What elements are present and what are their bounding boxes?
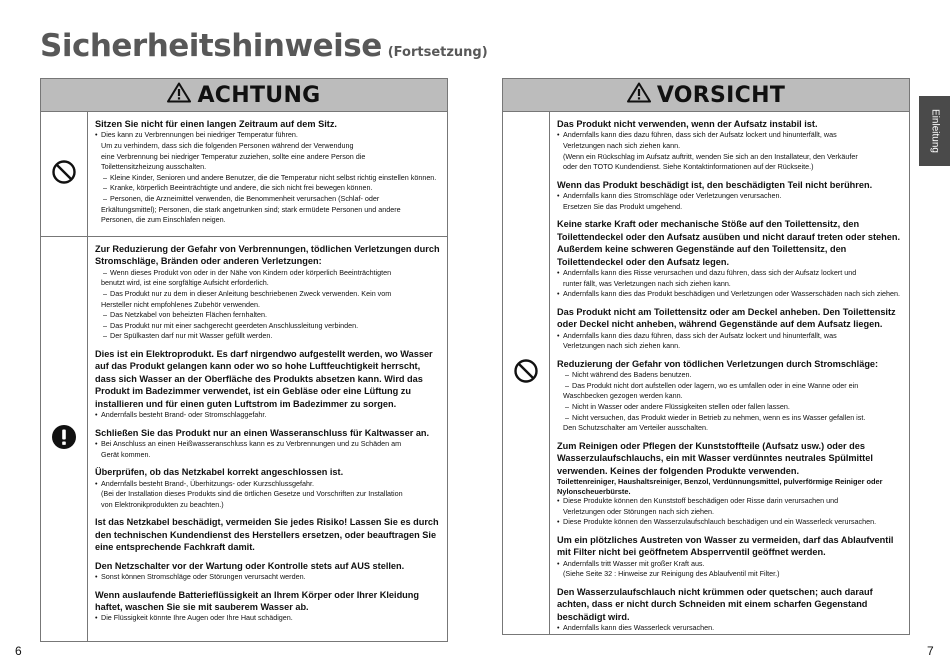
text-line: Verletzungen nach sich ziehen kann. — [563, 141, 681, 150]
page-title: Sicherheitshinweise — [40, 28, 382, 64]
page-subtitle: (Fortsetzung) — [387, 45, 488, 60]
row-content — [88, 112, 447, 236]
bullet-line: • Bei Anschluss an einen Heißwasseranschluss kann es zu Verbrennungen und zu Schäden am — [95, 439, 441, 450]
text-line: Gerät kommen. — [101, 449, 151, 459]
warning-block — [557, 586, 903, 634]
bullet-line: • Andernfalls besteht Brand-, Überhitzungs- oder Kurzschlussgefahr. — [95, 479, 441, 490]
prohibition-icon — [51, 159, 77, 190]
text-line: Erkältungsmittel); Personen, die stark angetrunken sind; stark ermüdete Personen und andere — [101, 204, 401, 214]
dash-line: – Das Produkt nur zu dem in dieser Anleitung beschriebenen Zweck verwenden. Kein vom — [95, 289, 441, 300]
page-number-left: 6 — [15, 644, 22, 658]
text-line: benutzt wird, ist eine sorgfältige Aufsicht erforderlich. — [101, 278, 269, 288]
bullet-line: • Dies kann zu Verbrennungen bei niedriger Temperatur führen. — [95, 130, 441, 141]
warning-block — [557, 358, 903, 434]
warning-heading: Das Produkt nicht am Toilettensitz oder am Deckel anheben. Den Toilettensitz oder Deckel nicht anheben, während Gegenstände auf dem Aufsatz liegen. — [557, 306, 896, 330]
warning-block — [557, 179, 903, 213]
prohibition-icon — [513, 358, 539, 389]
warning-subheading: Toilettenreiniger, Haushaltsreiniger, Benzol, Verdünnungsmittel, pulverförmige Reiniger oder Nylonscheuerbürste. — [557, 476, 883, 496]
vorsicht-title: VORSICHT — [656, 82, 786, 108]
page-title-block — [40, 28, 488, 64]
warning-block — [557, 218, 903, 299]
warning-heading: Keine starke Kraft oder mechanische Stöße auf den Toilettensitz, den Toilettendeckel oder den Aufsatz ausüben und nicht darauf treten oder stehen. Außerdem keine schweren Gegenstände auf den Toilettensitz, den Toilettendeckel oder den Aufsatz legen. — [557, 219, 901, 267]
warning-heading: Das Produkt nicht verwenden, wenn der Aufsatz instabil ist. — [557, 119, 818, 129]
vorsicht-rows — [503, 112, 909, 634]
warning-heading: Zum Reinigen oder Pflegen der Kunststoffteile (Aufsatz usw.) oder des Wasserzulaufschlauchs, ein mit Wasser verdünntes neutrales Spülmittel verwenden. Keines der folgenden Produkte verwenden. — [557, 440, 873, 476]
warning-block — [95, 427, 441, 461]
row-icon-cell — [503, 112, 550, 634]
achtung-header — [41, 79, 447, 112]
text-line: oder den TOTO Kundendienst. Siehe Kontaktinformationen auf der Rückseite.) — [563, 162, 814, 172]
dash-line: – Nicht in Wasser oder andere Flüssigkeiten stellen oder fallen lassen. — [557, 402, 903, 413]
text-line: Den Schutzschalter am Verteiler ausschalten. — [563, 423, 709, 433]
vorsicht-panel — [502, 78, 910, 635]
bullet-line: • Andernfalls kann dies dazu führen, dass sich der Aufsatz lockert und hinunterfällt, was — [557, 130, 903, 141]
warning-triangle-icon — [167, 82, 191, 108]
text-line: Hersteller nicht empfohlenes Zubehör verwenden. — [101, 299, 261, 309]
text-line: von Elektronikprodukten zu beachten.) — [101, 499, 224, 509]
warning-triangle-icon — [627, 82, 651, 108]
row-icon-cell — [41, 237, 88, 641]
warning-heading: Wenn auslaufende Batterieflüssigkeit an Ihrem Körper oder Ihrer Kleidung haftet, waschen Sie sie mit sauberem Wasser ab. — [95, 589, 420, 612]
warning-row — [41, 237, 447, 641]
text-line: Waschbecken gezogen werden kann. — [563, 391, 683, 401]
bullet-line: • Andernfalls kann dies das Produkt beschädigen und Verletzungen oder Wasserschäden nach sich ziehen. — [557, 289, 903, 300]
achtung-rows — [41, 112, 447, 641]
text-line: Um zu verhindern, dass sich die folgenden Personen während der Verwendung — [101, 141, 354, 150]
text-line: Verletzungen nach sich ziehen kann. — [563, 341, 681, 351]
warning-heading: Ist das Netzkabel beschädigt, vermeiden Sie jedes Risiko! Lassen Sie es durch den technischen Kundendienst des Herstellers ersetzen, oder beauftragen Sie eine entsprechende Fachkraft damit. — [95, 517, 439, 553]
bullet-line: • Diese Produkte können den Kunststoff beschädigen oder Risse darin verursachen und — [557, 496, 903, 507]
bullet-line: • Andernfalls kann dies Risse verursachen und dazu führen, dass sich der Aufsatz lockert und — [557, 268, 903, 279]
text-line: Toilettensitzheizung ausschalten. — [101, 162, 207, 172]
text-line: eine Verbrennung bei niedriger Temperatur zuziehen, sollte eine andere Person die — [101, 151, 366, 161]
text-line: (Wenn ein Rückschlag im Aufsatz auftritt, wenden Sie sich an den Installateur, den Verkäufer — [563, 151, 858, 161]
text-line: Personen, die zum Einschlafen neigen. — [101, 215, 226, 225]
dash-line: – Kleine Kinder, Senioren und andere Benutzer, die die Temperatur nicht selbst richtig einstellen können. — [95, 173, 441, 184]
text-line: (Siehe Seite 32 : Hinweise zur Reinigung des Ablaufventil mit Filter.) — [563, 569, 780, 579]
warning-heading: Dies ist ein Elektroprodukt. Es darf nirgendwo aufgestellt werden, wo Wasser auf das Produkt gelangen kann oder wo so hohe Luftfeuchtigkeit herrscht, dass sich Wasser an der Oberfläche des Produkts absetzen kann. Wird das Produkt im Badezimmer verwendet, ist ein Gebläse oder eine Lüftung zu installieren und für einen guten Luftstrom im Badezimmer zu sorgen. — [95, 348, 433, 409]
row-content — [88, 237, 447, 641]
warning-block — [95, 516, 441, 553]
section-tab-label: Einleitung — [929, 109, 940, 153]
warning-heading: Um ein plötzliches Austreten von Wasser zu vermeiden, darf das Ablaufventil mit Filter nicht bei geöffnetem Absperrventil geöffnet werden. — [557, 534, 894, 558]
warning-block — [95, 243, 441, 342]
text-line: runter fällt, was Verletzungen nach sich ziehen kann. — [563, 278, 731, 288]
row-icon-cell — [41, 112, 88, 236]
warning-block — [95, 118, 441, 226]
warning-block — [95, 560, 441, 583]
warning-block — [557, 118, 903, 173]
warning-block — [95, 466, 441, 510]
warning-heading: Schließen Sie das Produkt nur an einen Wasseranschluss für Kaltwasser an. — [95, 427, 430, 438]
warning-block — [95, 589, 441, 624]
vorsicht-header — [503, 79, 909, 112]
warning-heading: Überprüfen, ob das Netzkabel korrekt angeschlossen ist. — [95, 467, 344, 478]
bullet-line: • Andernfalls kann dies dazu führen, dass sich der Aufsatz lockert und hinunterfällt, was — [557, 331, 903, 342]
bullet-line: • Andernfalls besteht Brand- oder Stromschlaggefahr. — [95, 410, 441, 421]
warning-block — [557, 306, 903, 352]
bullet-line: • Andernfalls tritt Wasser mit großer Kraft aus. — [557, 559, 903, 570]
warning-heading: Reduzierung der Gefahr von tödlichen Verletzungen durch Stromschläge: — [557, 358, 879, 369]
warning-heading: Den Wasserzulaufschlauch nicht krümmen oder quetschen; auch darauf achten, dass er nicht durch Schneiden mit einem scharfen Gegenstand beschädigt wird. — [557, 586, 873, 622]
dash-line: – Kranke, körperlich Beeinträchtigte und andere, die sich nicht frei bewegen können. — [95, 183, 441, 194]
bullet-line: • Andernfalls kann dies Wasserleck verursachen. — [557, 623, 903, 634]
bullet-line: • Sonst können Stromschläge oder Störungen verursacht werden. — [95, 572, 441, 583]
exclamation-icon — [51, 424, 77, 455]
achtung-panel — [40, 78, 448, 642]
warning-block — [557, 534, 903, 580]
warning-heading: Zur Reduzierung der Gefahr von Verbrennungen, tödlichen Verletzungen durch Stromschläge, Bränden oder anderen Verletzungen: — [95, 244, 440, 267]
text-line: Ersetzen Sie das Produkt umgehend. — [563, 201, 683, 211]
warning-block — [95, 348, 441, 421]
row-content — [550, 112, 909, 634]
dash-line: – Das Produkt nicht dort aufstellen oder lagern, wo es umfallen oder in eine Wanne oder ein — [557, 381, 903, 392]
achtung-title: ACHTUNG — [197, 82, 321, 108]
section-tab[interactable] — [919, 96, 950, 166]
dash-line: – Das Netzkabel von beheizten Flächen fernhalten. — [95, 310, 441, 321]
dash-line: – Das Produkt nur mit einer sachgerecht geerdeten Anschlussleitung verbinden. — [95, 321, 441, 332]
dash-line: – Wenn dieses Produkt von oder in der Nähe von Kindern oder körperlich Beeinträchtigten — [95, 268, 441, 279]
text-line: Verletzungen oder Störungen nach sich ziehen. — [563, 506, 715, 516]
warning-heading: Wenn das Produkt beschädigt ist, den beschädigten Teil nicht berühren. — [557, 179, 873, 190]
dash-line: – Nicht während des Badens benutzen. — [557, 370, 903, 381]
bullet-line: • Andernfalls kann dies Stromschläge oder Verletzungen verursachen. — [557, 191, 903, 202]
warning-heading: Sitzen Sie nicht für einen langen Zeitraum auf dem Sitz. — [95, 119, 337, 129]
text-line: (Bei der Installation dieses Produkts sind die örtlichen Gesetze und Vorschriften zur Installation — [101, 489, 403, 499]
warning-row — [41, 112, 447, 237]
warning-row — [503, 112, 909, 634]
bullet-line: • Diese Produkte können den Wasserzulaufschlauch beschädigen und ein Wasserleck verursachen. — [557, 517, 903, 528]
warning-heading: Den Netzschalter vor der Wartung oder Kontrolle stets auf AUS stellen. — [95, 560, 405, 571]
dash-line: – Personen, die Arzneimittel verwenden, die Benommenheit verursachen (Schlaf- oder — [95, 194, 441, 205]
dash-line: – Nicht versuchen, das Produkt wieder in Betrieb zu nehmen, wenn es ins Wasser gefallen ist. — [557, 413, 903, 424]
warning-block — [557, 440, 903, 528]
page-number-right: 7 — [927, 644, 934, 658]
bullet-line: • Die Flüssigkeit könnte Ihre Augen oder Ihre Haut schädigen. — [95, 613, 441, 624]
dash-line: – Der Spülkasten darf nur mit Wasser gefüllt werden. — [95, 331, 441, 342]
